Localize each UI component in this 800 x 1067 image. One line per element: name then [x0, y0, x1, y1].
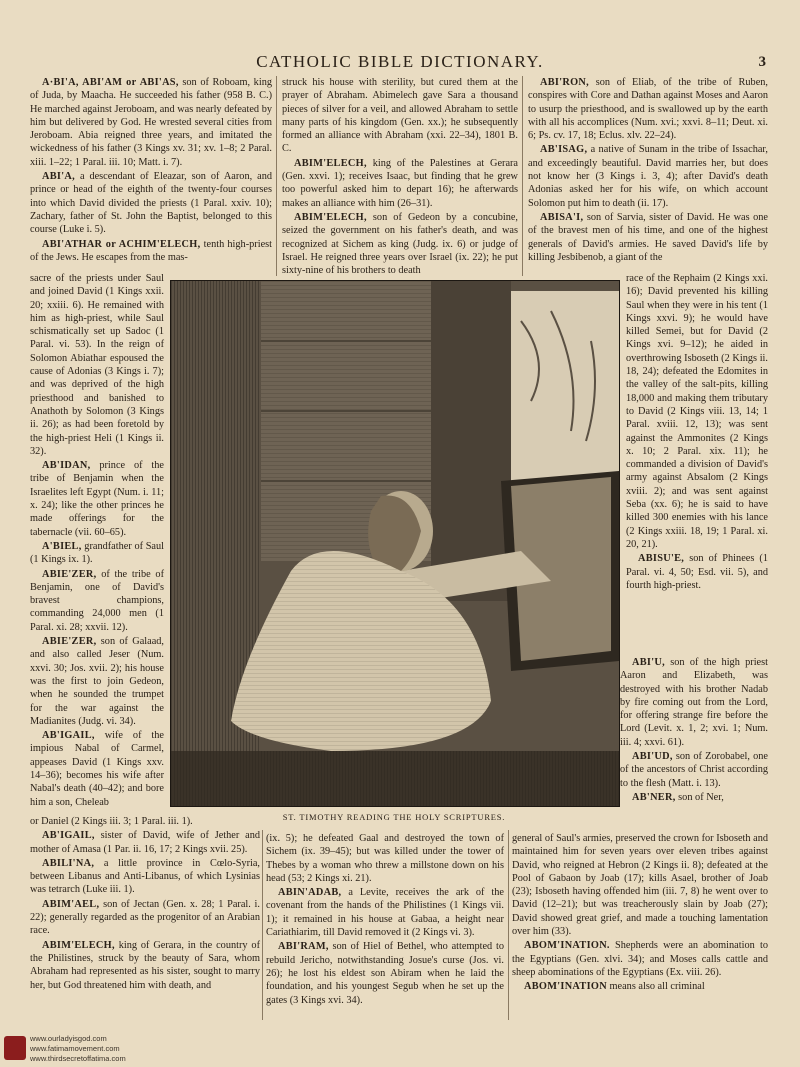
footer-url: www.fatimamovement.com	[30, 1044, 120, 1053]
dictionary-entry	[30, 898, 260, 938]
entry-text: a little province in Cœlo-Syria, between Libanus and Anti-Libanus, of which Lysinias was tetrarch (Luke iii. 1).	[30, 857, 260, 896]
entry-text: wife of the impious Nabal of Carmel, appeases David (1 Kings xxv. 14–36); becomes his wife after Nabal's death (40–42); and bore him a son, Cheleab	[30, 730, 164, 808]
entry-text: race of the Rephaim (2 Kings xxi. 16); David prevented his killing Saul when they were in his tent (1 Kings xxvi. 9); he would have killed Semei, but for David (2 Kings xvi. 9–12); he aided in overthrowing Isboseth (2 Kings ii. 18, 24); defeated the Edomites in the valley of the salt-pits, killing 18,000 and making them tributary to David (2 Kings viii. 13, 14; 1 Paral. xviii. 12, 13); was sent against the Ammonites (2 Kings x. 10; 2 Paral. xix. 11); he commanded a division of David's army against Absalom (2 Kings xviii. 2); and was sent against Seba (xx. 6); he is said to have killed 300 enemies with his lance (2 Kings xxiii. 18, 19; 1 Paral. xi. 20, 21).	[626, 273, 768, 550]
entry-text: son of Galaad, and also called Jeser (Num. xxvi. 30; Jos. xvii. 2); his house was the first to join Gedeon, when he sounded the trumpet for the war against the Madianites (Judg. vi. 34).	[30, 636, 164, 727]
entry-text: son of Jectan (Gen. x. 28; 1 Paral. i. 22); generally regarded as the progenitor of an Arabian race.	[30, 898, 260, 937]
dictionary-entry	[30, 939, 260, 992]
dictionary-entry	[30, 272, 164, 458]
dictionary-entry	[30, 459, 164, 539]
engraving-figure	[171, 281, 619, 806]
entry-headword: AB'ISAG,	[540, 144, 588, 156]
column-left-beside-image	[30, 272, 164, 810]
entry-headword: AB'IGAIL,	[42, 830, 95, 842]
column-3-bottom	[512, 832, 768, 995]
dictionary-entry	[620, 791, 768, 804]
dictionary-entry	[282, 157, 518, 210]
entry-headword: ABI'ATHAR or ACHIM'ELECH,	[42, 238, 201, 250]
entry-headword: ABI'RON,	[540, 77, 590, 88]
entry-text: a native of Sunam in the tribe of Issachar, and exceedingly beautiful. David marries her, but does not know her (3 Kings i. 3, 4); after David's death Adonias asked her for his wife, on which account Solomon put him to death (ii. 17).	[528, 144, 769, 209]
entry-text: son of Sarvia, sister of David. He was one of the bravest men of his time, and one of the highest generals of David's armies. He saved David's life by killing Jesbibenob, a giant of the	[528, 211, 769, 263]
entry-headword: ABI'A,	[42, 171, 75, 183]
entry-headword: ABILI'NA,	[42, 857, 95, 869]
dictionary-entry	[30, 238, 272, 265]
column-rule-3	[508, 830, 509, 1020]
dictionary-entry	[266, 886, 504, 939]
entry-headword: ABIM'ELECH,	[42, 939, 115, 951]
dictionary-entry	[30, 815, 260, 828]
entry-headword: AB'NER,	[632, 791, 676, 803]
entry-text: tenth high-priest of the Jews. He escapes from the mas-	[30, 238, 273, 263]
dictionary-entry	[266, 940, 504, 1006]
entry-headword: ABIE'ZER,	[42, 568, 97, 580]
entry-headword: ABIM'AEL,	[42, 898, 100, 910]
column-right-beside-image	[626, 272, 768, 593]
page-number: 3	[758, 54, 766, 70]
entry-text: king of Gerara, in the country of the Philistines, struck by the beauty of Sara, whom Abraham had represented as his sister, sought to marry her, but God threatened him with death, and	[30, 939, 260, 991]
entry-text: sister of David, wife of Jether and mother of Amasa (1 Par. ii. 16, 17; 2 Kings xvii. 25).	[30, 830, 261, 855]
dictionary-entry	[30, 76, 272, 169]
entry-headword: ABI'UD,	[632, 751, 673, 763]
dictionary-entry	[626, 552, 768, 592]
dictionary-entry	[528, 76, 768, 142]
dictionary-entry	[512, 980, 768, 993]
entry-headword: ABIM'ELECH,	[294, 157, 367, 169]
entry-text: grandfather of Saul (1 Kings ix. 1).	[30, 540, 165, 566]
dictionary-entry	[266, 832, 504, 885]
entry-headword: ABIE'ZER,	[42, 636, 97, 648]
column-3-top	[528, 76, 768, 265]
entry-text: king of the Palestines at Gerara (Gen. xxvi. 1); receives Isaac, but finding that he grew too powerful asked him to depart 16); he afterwards makes an alliance with him (26–31).	[282, 157, 519, 209]
dictionary-entry	[528, 211, 768, 264]
entry-headword: ABIM'ELECH,	[294, 211, 367, 223]
entry-headword: ABOM'INATION.	[524, 940, 610, 952]
entry-text: son of Eliab, of the tribe of Ruben, conspires with Core and Dathan against Moses and Aaron to usurp the priesthood, and is swallowed up by the earth with all his accomplices (Num. xvi.; xxvi. 8–11; Deut. xi. 6; Ps. cv. 17, 18; Eclus. xlv. 22–24).	[528, 77, 768, 142]
footer-watermark	[4, 1032, 204, 1066]
entry-text: son of the high priest Aaron and Elizabeth, was destroyed with his brother Nadab by fire coming out from the Lord, for offering strange fire before the Lord (Levit. x. 1, 2; xvi. 1; Num. iii. 4; xxvi. 61).	[620, 657, 768, 748]
column-right-beside-image-lower	[620, 656, 768, 805]
footer-urls	[30, 1034, 126, 1064]
entry-text: of the tribe of Benjamin, one of David's bravest champions, commanding 24,000 men (1 Paral. xi. 28; xxvii. 12).	[30, 568, 165, 633]
page-header	[0, 52, 800, 74]
dictionary-entry	[30, 829, 260, 856]
entry-text: son of Ner,	[678, 791, 724, 803]
entry-text: struck his house with sterility, but cured them at the prayer of Abraham. Abimelech gave Sara a thousand pieces of silver for a veil, and allowed Abraham to settle many parts of his kingdom (Gen. xx.); he subsequently formed an alliance with Abraham (xxi. 22–34), 1801 B. C.	[282, 77, 518, 155]
entry-headword: ABOM'INATION	[524, 981, 607, 993]
entry-text: son of Roboam, king of Juda, by Maacha. He succeeded his father (958 B. C.) He marched against Jeroboam, and was nearly defeated by him but delivered by God. He wrested several cities from Jeroboam. Abia reigned three years, and imitated the wickedness of his father (3 Kings xv. 31; xv. 1–8; 2 Paral. xiii. 1–22; 1 Paral. iii. 10; Matt. i. 7).	[30, 77, 272, 168]
entry-headword: ABISU'E,	[638, 553, 685, 565]
footer-url: www.ourladyisgod.com	[30, 1034, 107, 1043]
emblem-icon	[4, 1036, 26, 1060]
column-rule-2	[522, 76, 523, 276]
dictionary-entry	[626, 272, 768, 551]
dictionary-entry	[30, 635, 164, 728]
entry-text: prince of the tribe of Benjamin when the Israelites left Egypt (Num. i. 11; x. 24); like the other princes he made offerings for the tabernacle (vii. 60–65).	[30, 460, 164, 538]
window-pillar	[431, 281, 511, 601]
dictionary-entry	[30, 568, 164, 634]
entry-text: a descendant of Eleazar, son of Aaron, and prince or head of the eighth of the twenty-four courses into which David divided the priests (1 Paral. xxiv. 10); Zachary, father of St. John the Baptist, belonged to this course (Luke i. 5).	[30, 171, 272, 236]
dictionary-entry	[620, 656, 768, 749]
entry-headword: ABIN'ADAB,	[278, 887, 342, 899]
dictionary-entry	[282, 76, 518, 156]
column-2-top	[282, 76, 518, 278]
entry-headword: AB'IDAN,	[42, 460, 91, 472]
footer-url: www.thirdsecretoffatima.com	[30, 1054, 126, 1063]
column-1-top	[30, 76, 272, 265]
entry-text: son of Hiel of Bethel, who attempted to rebuild Jericho, notwithstanding Josue's curse (Jos. vi. 26); he lost his eldest son Abiram when he laid the foundation, and his youngest Segub when he set up the gates (3 Kings xvi. 34).	[266, 941, 504, 1006]
dictionary-entry	[282, 211, 518, 277]
entry-text: Shepherds were an abomination to the Egyptians (Gen. xlvi. 34); and Moses calls cattle and sheep abominations of the Egyptians (Ex. viii. 26).	[512, 940, 768, 978]
entry-text: general of Saul's armies, preserved the crown for Isboseth and maintained him for seven years over eleven tribes against David, who reigned at Hebron (2 Kings ii. 8); defeated at the Pool of Gabaon by Joab (17); kills Asael, brother of Joab (23); Isboseth having offended him (iii. 7, 8) he went over to David (12–21); but was treacherously slain by Joab (27); David showed great grief, and made a touching lamentation over him (33).	[512, 833, 768, 938]
dictionary-entry	[30, 857, 260, 897]
dictionary-entry	[512, 832, 768, 938]
entry-headword: A'BIEL,	[42, 540, 82, 552]
entry-text: sacre of the priests under Saul and joined David (1 Kings xxii. 20; xxiii. 6). He remained with him as high-priest, while Saul schismatically set up Sadoc (1 Paral. vi. 53). In the reign of Solomon Abiathar espoused the cause of Adonias (3 Kings i. 7); and was deprived of the high priesthood and banished to Anathoth by Solomon (3 Kings ii. 26); as had been foretold by the high-priest Heli (1 Kings ii. 32).	[30, 273, 164, 457]
dictionary-entry	[528, 143, 768, 209]
entry-text: son of Gedeon by a concubine, seized the government on his father's death, and was recognized at Sichem as king (Judg. ix. 6) or judge of Israel. He reigned three years over Israel (ix. 22); he put sixty-nine of his brothers to death	[282, 211, 519, 277]
entry-headword: AB'IGAIL,	[42, 730, 95, 742]
page-title: CATHOLIC BIBLE DICTIONARY.	[256, 52, 544, 71]
entry-headword: A·BI'A, ABI'AM or ABI'AS,	[42, 77, 179, 88]
entry-text: son of Zorobabel, one of the ancestors of Christ according to the flesh (Matt. i. 13).	[620, 751, 769, 789]
entry-headword: ABI'U,	[632, 657, 665, 668]
entry-text: a Levite, receives the ark of the covenant from the hands of the Philistines (1 Kings vii. 1); it remained in his house at Gabaa, a height near Cariathiarim, till David removed it (2 Kings vi. 3).	[266, 887, 504, 939]
illustration-caption: ST. TIMOTHY READING THE HOLY SCRIPTURES.	[282, 812, 506, 822]
entry-headword: ABISA'I,	[540, 211, 584, 223]
entry-text: son of Phinees (1 Paral. vi. 4, 50; Esd. vii. 5), and fourth high-priest.	[626, 553, 768, 591]
dictionary-entry	[30, 540, 164, 567]
entry-text: or Daniel (2 Kings iii. 3; 1 Paral. iii. 1).	[30, 816, 193, 827]
dictionary-entry	[512, 939, 768, 979]
column-rule-1	[276, 76, 277, 276]
entry-text: means also all criminal	[609, 981, 705, 993]
column-1-bottom	[30, 815, 260, 993]
column-rule-4	[262, 830, 263, 1020]
column-2-bottom	[266, 832, 504, 1008]
dictionary-entry	[620, 750, 768, 790]
entry-headword: ABI'RAM,	[278, 941, 329, 953]
dictionary-entry	[30, 170, 272, 236]
engraving-illustration	[170, 280, 620, 807]
entry-text: (ix. 5); he defeated Gaal and destroyed the town of Sichem (ix. 39–45); but was killed under the tower of Thebes by a woman who threw a millstone down on his head (53; 2 Kings xi. 21).	[266, 833, 504, 884]
dictionary-entry	[30, 729, 164, 809]
